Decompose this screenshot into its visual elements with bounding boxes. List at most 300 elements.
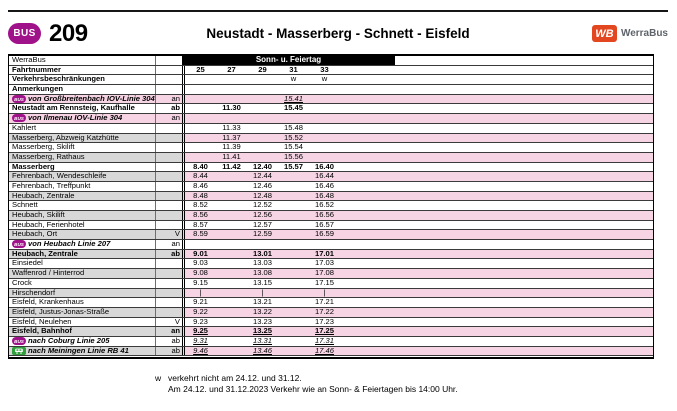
time-cell: 8.46 [193,180,208,190]
time-cell: w [321,74,328,84]
arrival-departure-marker [155,182,182,191]
time-cell [309,95,340,104]
bus-connection-icon [12,337,26,345]
time-cell [216,250,247,259]
time-cell [278,308,309,317]
svg-text:BUS: BUS [14,339,24,345]
time-cell [278,259,309,268]
arrival-departure-marker [155,279,182,288]
stop-name-cell [9,153,155,162]
time-cell [247,75,278,84]
time-cell [185,124,216,133]
timetable-row [9,279,653,289]
time-cell [216,279,247,288]
time-cell [278,182,309,191]
row-label-cell [9,75,155,84]
time-cell [216,337,247,346]
bus-connection-icon [12,95,26,103]
table-bottom-rule [9,356,653,359]
arrival-departure-marker [155,134,182,143]
time-values [182,163,653,172]
time-cell [309,114,340,123]
time-cell: | [261,287,264,297]
werrabus-brand-name: WerraBus [620,28,668,39]
time-values [182,124,653,133]
row-label-cell [9,95,155,104]
time-cell: 8.57 [193,219,208,229]
time-cell: 13.22 [252,306,272,316]
bus-connection-icon [12,114,26,122]
time-values [182,279,653,288]
time-cell: 8.59 [193,229,208,239]
time-cell: 15.54 [283,142,303,152]
row-label: von Heubach Linie 207 [28,240,111,249]
time-values [182,269,653,278]
footnote-text: Am 24.12. und 31.12.2023 Verkehr wie an Sonn- & Feiertagen bis 14:00 Uhr. [168,384,458,394]
time-cell: 11.42 [222,161,241,171]
time-cell [185,143,216,152]
stop-name: Heubach, Ort [12,230,58,239]
time-cell: 12.44 [252,171,272,181]
arrival-departure-marker [155,269,182,278]
row-label: nach Coburg Linie 205 [28,336,110,345]
time-values [182,85,653,94]
stop-name: Crock [12,278,32,287]
time-cell: 17.25 [314,326,334,336]
time-cell: 11.37 [222,132,241,142]
time-cell: 15.57 [283,161,303,171]
time-cell: 9.03 [193,258,208,268]
stop-name-cell [9,298,155,307]
time-cell: 15.45 [283,103,303,113]
time-cell [216,192,247,201]
route-title-part: Eisfeld [425,26,470,41]
time-cell: 9.46 [193,345,208,355]
arrival-departure-marker: an [155,95,182,104]
time-cell [278,318,309,327]
time-cell [247,143,278,152]
time-cell: 13.46 [252,345,272,355]
time-cell: 12.57 [252,219,272,229]
time-cell [278,240,309,249]
svg-text:BUS: BUS [14,242,24,248]
line-number: 209 [49,19,88,47]
timetable-row [9,143,653,153]
stop-name: Neustadt am Rennsteig, Kaufhalle [12,104,135,113]
time-values [182,201,653,210]
footnote-symbol [155,384,168,395]
time-cell: 17.31 [314,335,334,345]
time-cell [309,104,340,113]
row-label: Anmerkungen [12,85,64,94]
time-cell [216,75,247,84]
time-cell [278,192,309,201]
footnotes [155,373,458,395]
time-cell [278,298,309,307]
time-cell [278,201,309,210]
time-cell: 11.41 [222,151,241,161]
time-cell [247,124,278,133]
time-cell: 12.40 [252,161,272,171]
arrival-departure-marker [155,172,182,181]
time-cell: 13.23 [252,316,272,326]
footnote [155,384,458,395]
time-cell: 12.48 [252,190,272,200]
time-cell [216,95,247,104]
time-cell: 12.56 [252,210,272,219]
time-values [182,95,653,104]
arrival-departure-marker [155,298,182,307]
time-values [182,298,653,307]
time-cell: 17.01 [314,248,334,258]
train-connection-icon [12,347,26,355]
arrival-departure-marker [155,153,182,162]
time-cell: 27 [227,64,236,74]
stop-name-cell [9,308,155,317]
time-cell [278,172,309,181]
time-cell: 13.25 [252,326,272,336]
stop-name: Hirschendorf [12,288,56,297]
time-cell [216,85,247,94]
time-values [182,56,653,65]
time-cell [216,347,247,356]
time-values [182,153,653,162]
stop-name-cell [9,182,155,191]
time-cell: 13.03 [252,258,272,268]
time-values [182,289,653,298]
route-title-part: Masserberg [276,26,352,41]
time-cell: 17.03 [314,258,334,268]
time-values [182,143,653,152]
time-cell [309,143,340,152]
time-cell: 8.52 [193,200,208,210]
stop-name-cell [9,163,155,172]
time-cell: 16.44 [314,171,334,181]
route-title-separator: - [264,26,277,41]
stop-name-cell [9,192,155,201]
time-cell [216,221,247,230]
timetable-row [9,95,653,105]
footnote-symbol: w [155,373,162,383]
time-cell [278,337,309,346]
stop-name: Masserberg, Rathaus [12,152,85,161]
time-values [182,318,653,327]
time-cell [216,114,247,123]
time-cell [216,240,247,249]
time-cell: 17.08 [314,268,334,278]
time-cell: w [290,74,297,84]
stop-name-cell [9,124,155,133]
timetable-row [9,134,653,144]
time-cell [278,347,309,356]
time-cell: 15.41 [283,93,303,103]
row-label: Fahrtnummer [12,65,61,74]
stop-name: Eisfeld, Bahnhof [12,327,72,336]
arrival-departure-marker: ab [155,347,182,356]
row-label-cell [9,240,155,249]
stop-name-cell [9,269,155,278]
bus-badge-icon: BUS [8,23,41,44]
arrival-departure-marker: V [155,318,182,327]
timetable-row [9,114,653,124]
time-cell: 12.52 [252,200,272,210]
time-values [182,104,653,113]
time-cell [216,269,247,278]
stop-name-cell [9,250,155,259]
time-cell: 17.22 [314,306,334,316]
footnote [155,373,458,384]
time-values [182,337,653,346]
time-cell [278,289,309,298]
time-cell: 16.57 [314,219,334,229]
time-values [182,327,653,336]
time-cell: 15.56 [283,151,303,161]
row-label-cell [9,56,155,65]
time-cell: 16.59 [314,229,334,239]
arrival-departure-marker: ab [155,337,182,346]
time-cell [309,134,340,143]
time-cell: 11.39 [222,142,241,152]
time-cell: 11.33 [222,122,241,132]
time-cell: | [199,287,202,297]
timetable-row [9,75,653,85]
arrival-departure-marker [155,211,182,220]
stop-name: Eisfeld, Krankenhaus [12,298,84,307]
arrival-departure-marker [155,308,182,317]
arrival-departure-marker [155,143,182,152]
stop-name-cell [9,259,155,268]
route-title-separator: - [413,26,426,41]
time-values [182,230,653,239]
stop-name: Fehrenbach, Wendeschleife [12,172,107,181]
arrival-departure-marker: an [155,114,182,123]
time-values [182,211,653,220]
time-cell [247,114,278,123]
timetable-row [9,104,653,114]
stop-name: Heubach, Ferienhotel [12,220,85,229]
row-label-cell [9,347,155,356]
time-cell [309,240,340,249]
time-cell [185,153,216,162]
row-label: WerraBus [12,56,46,65]
time-values [182,259,653,268]
time-cell: 16.56 [314,210,334,219]
time-values [182,347,653,356]
stop-name-cell [9,143,155,152]
time-cell [185,75,216,84]
stop-name: Masserberg [12,162,55,171]
time-cell: 8.44 [193,171,208,181]
arrival-departure-marker: an [155,240,182,249]
row-label-cell [9,66,155,75]
service-day-band: Sonn- u. Feiertag [182,56,395,65]
arrival-departure-marker [155,201,182,210]
row-label: von Großbreitenbach IOV-Linie 304 [28,94,155,103]
time-cell: 33 [320,64,329,74]
footnote-text: verkehrt nicht am 24.12. und 31.12. [168,373,302,383]
time-cell: 13.01 [252,248,272,258]
row-label: Verkehrsbeschränkungen [12,75,105,84]
time-cell [278,250,309,259]
time-cell [309,153,340,162]
time-cell [247,95,278,104]
time-cell [185,134,216,143]
stop-name: Masserberg, Abzweig Katzhütte [12,133,119,142]
stop-name-cell [9,279,155,288]
arrival-departure-marker [155,56,182,65]
time-cell [278,230,309,239]
time-values [182,66,653,75]
arrival-departure-marker: ab [155,104,182,113]
time-cell [278,269,309,278]
time-values [182,221,653,230]
time-cell: 9.31 [193,335,208,345]
time-cell [185,114,216,123]
time-cell [185,104,216,113]
stop-name-cell [9,221,155,230]
stop-name-cell [9,104,155,113]
stop-name: Heubach, Zentrale [12,191,75,200]
time-cell: 12.59 [252,229,272,239]
time-cell: 13.21 [252,297,272,307]
stop-name-cell [9,201,155,210]
time-cell: | [323,287,326,297]
stop-name: Heubach, Skilift [12,211,65,220]
time-cell: 13.08 [252,268,272,278]
time-values [182,172,653,181]
time-cell [216,289,247,298]
stop-name: Eisfeld, Neulehen [12,317,72,326]
arrival-departure-marker: ab [155,250,182,259]
time-cell: 17.21 [314,297,334,307]
row-label-cell [9,114,155,123]
arrival-departure-marker [155,124,182,133]
time-cell: 16.52 [314,200,334,210]
time-cell [278,114,309,123]
row-label: nach Meiningen Linie RB 41 [28,346,129,355]
time-cell [185,85,216,94]
timetable-row [9,66,653,76]
row-label-cell [9,337,155,346]
stop-name-cell [9,289,155,298]
stop-name: Heubach, Zentrale [12,249,78,258]
werrabus-logo [592,25,668,42]
time-cell: 15.52 [283,132,303,142]
time-values [182,114,653,123]
svg-text:BUS: BUS [14,116,24,122]
stop-name: Eisfeld, Justus-Jonas-Straße [12,307,110,316]
time-cell: 12.46 [252,180,272,190]
arrival-departure-marker [155,75,182,84]
stop-name: Fehrenbach, Treffpunkt [12,181,91,190]
time-cell: 9.23 [193,316,208,326]
time-cell [247,240,278,249]
time-cell [216,327,247,336]
time-cell: 16.48 [314,190,334,200]
time-values [182,182,653,191]
arrival-departure-marker [155,192,182,201]
timetable [8,54,654,359]
time-cell: 9.01 [193,248,208,258]
timetable-row [9,347,653,357]
top-rule [8,10,668,12]
time-values [182,192,653,201]
arrival-departure-marker: V [155,230,182,239]
time-cell: 11.30 [222,103,241,113]
timetable-row [9,85,653,95]
stop-name: Masserberg, Skilift [12,143,75,152]
time-cell [216,318,247,327]
time-cell [247,134,278,143]
stop-name-cell [9,318,155,327]
time-cell: 9.21 [193,297,208,307]
time-cell [216,308,247,317]
svg-text:BUS: BUS [14,97,24,103]
time-cell [278,85,309,94]
time-cell: 17.23 [314,316,334,326]
time-cell [216,259,247,268]
stop-name-cell [9,172,155,181]
time-cell [247,104,278,113]
stop-name-cell [9,211,155,220]
arrival-departure-marker [155,163,182,172]
time-cell [278,221,309,230]
time-values [182,75,653,84]
time-cell: 29 [258,64,267,74]
time-cell: 9.15 [193,277,208,287]
timetable-row [9,230,653,240]
time-cell [216,172,247,181]
time-cell [216,211,247,220]
time-cell [278,211,309,220]
time-cell [216,201,247,210]
time-cell: 13.31 [252,335,272,345]
time-values [182,250,653,259]
row-label-cell [9,85,155,94]
row-label: von Ilmenau IOV-Linie 304 [28,114,123,123]
stop-name-cell [9,230,155,239]
timetable-row [9,124,653,134]
stop-name: Kahlert [12,123,37,132]
arrival-departure-marker [155,259,182,268]
stop-name: Waffenrod / Hinterrod [12,269,85,278]
time-cell [185,95,216,104]
time-cell [247,153,278,162]
timetable-row [9,56,653,66]
route-title-part: Schnett [363,26,414,41]
route-title [206,26,469,41]
time-cell: 31 [289,64,298,74]
time-cell: 16.46 [314,180,334,190]
time-cell: 8.40 [193,161,208,171]
time-cell: 13.15 [252,277,272,287]
time-cell: 9.25 [193,326,208,336]
stop-name: Einsiedel [12,259,43,268]
time-cell [185,240,216,249]
stop-name: Schnett [12,201,38,210]
time-cell: 9.22 [193,306,208,316]
route-title-separator: - [351,26,364,41]
time-cell [216,182,247,191]
time-cell [216,298,247,307]
time-cell: 17.46 [314,345,334,355]
arrival-departure-marker [155,221,182,230]
stop-name-cell [9,134,155,143]
time-cell [309,85,340,94]
arrival-departure-marker [155,66,182,75]
time-cell: 15.48 [283,122,303,132]
stop-name-cell [9,327,155,336]
